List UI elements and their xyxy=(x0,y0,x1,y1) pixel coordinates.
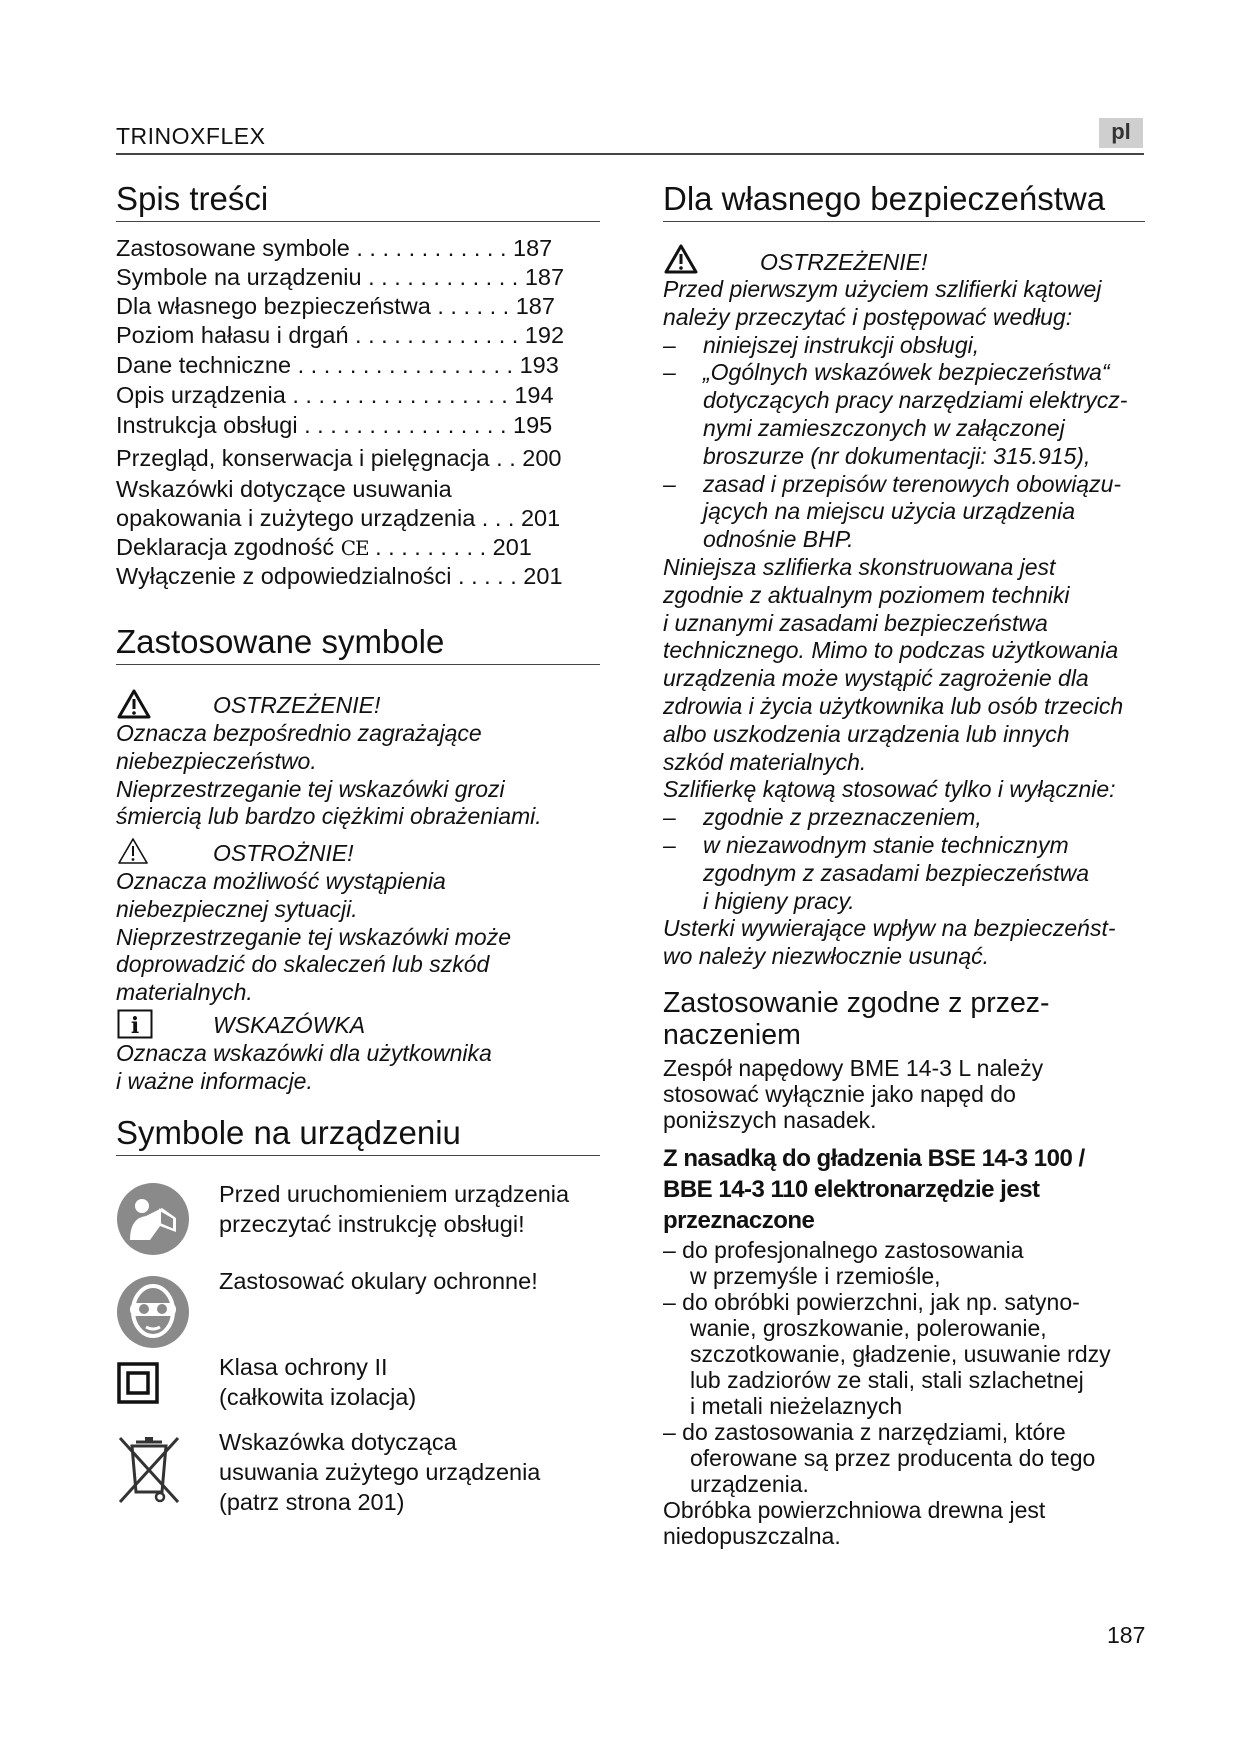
text-line: usuwania zużytego urządzenia xyxy=(219,1459,541,1485)
text-line: szczotkowanie, gładzenie, usuwanie rdzy xyxy=(690,1341,1111,1367)
text-line: Z nasadką do gładzenia BSE 14-3 100 / xyxy=(663,1145,1085,1172)
text-line: Przed uruchomieniem urządzenia xyxy=(219,1181,570,1207)
text-line: zgodnym z zasadami bezpieczeństwa xyxy=(703,859,1090,886)
text-line: Przed pierwszym użyciem szlifierki kątowej xyxy=(663,276,1102,302)
toc-heading: Spis treści xyxy=(116,180,600,222)
text-line: Nieprzestrzeganie tej wskazówki może xyxy=(116,923,511,950)
toc-item: Symbole na urządzeniu . . . . . . . . . . . . 187 xyxy=(116,264,565,290)
text-line: Szlifierkę kątową stosować tylko i wyłącznie: xyxy=(663,776,1116,803)
text-line: należy przeczytać i postępować według: xyxy=(663,303,1073,330)
text-line: technicznego. Mimo to podczas użytkowania xyxy=(663,637,1119,664)
text-line: broszurze (nr dokumentacji: 315.915), xyxy=(703,442,1091,469)
info-icon xyxy=(117,1009,153,1039)
text-line: oferowane są przez producenta do tego xyxy=(690,1445,1096,1471)
text-line: Wskazówka dotycząca xyxy=(219,1429,457,1455)
text-line: – do obróbki powierzchni, jak np. satyno- xyxy=(663,1289,1080,1315)
text-line: niebezpieczeństwo. xyxy=(116,747,317,774)
symbols-heading: Zastosowane symbole xyxy=(116,623,600,665)
text-line: Oznacza możliwość wystąpienia xyxy=(116,868,446,894)
text-line: Zastosowanie zgodne z przez- xyxy=(663,987,1050,1019)
text-line: Obróbka powierzchniowa drewna jest xyxy=(663,1497,1046,1523)
text-line: niniejszej instrukcji obsługi, xyxy=(703,331,980,358)
toc-item: Dane techniczne . . . . . . . . . . . . . . . . . 193 xyxy=(116,352,559,378)
text-line: zasad i przepisów terenowych obowiązu- xyxy=(703,470,1122,497)
toc-item: Instrukcja obsługi . . . . . . . . . . . . . . . . 195 xyxy=(116,412,553,438)
header-rule xyxy=(116,153,1144,155)
text-line: w niezawodnym stanie technicznym xyxy=(703,831,1069,858)
list-item: – zasad i przepisów terenowych obowiązu- jących na miejscu użycia urządzenia odnośnie BHP. xyxy=(663,471,1153,554)
list-item: – „Ogólnych wskazówek bezpieczeństwa“ dotyczących pracy narzędziami elektrycz- nymi zamieszczonych w załączonej broszurze (nr dokumentacji: 315.915), xyxy=(663,359,1153,470)
text-line: zgodnie z przeznaczeniem, xyxy=(703,804,982,831)
caution-icon xyxy=(117,837,149,865)
toc-item: Poziom hałasu i drgań . . . . . . . . . . . . . 192 xyxy=(116,322,565,348)
toc-item: Opis urządzenia . . . . . . . . . . . . . . . . . 194 xyxy=(116,382,554,408)
text-line: jących na miejscu użycia urządzenia xyxy=(703,498,1076,525)
intended-use-heading xyxy=(663,987,1050,1051)
text-line: i uznanymi zasadami bezpieczeństwa xyxy=(663,609,1048,636)
text-line: dotyczących pracy narzędziami elektrycz- xyxy=(703,387,1128,414)
toc-item xyxy=(116,534,606,563)
intended-use-subheading xyxy=(663,1143,1085,1236)
text-line: „Ogólnych wskazówek bezpieczeństwa“ xyxy=(703,359,1110,386)
text-line: poniższych nasadek. xyxy=(663,1107,877,1133)
warning-icon xyxy=(117,689,151,719)
text-line: Zastosować okulary ochronne! xyxy=(219,1268,538,1294)
caution-description xyxy=(116,868,616,1007)
toc-item: Przegląd, konserwacja i pielęgnacja . . 200 xyxy=(116,445,562,471)
text-line: przeczytać instrukcję obsługi! xyxy=(219,1211,525,1237)
text-line: wanie, groszkowanie, polerowanie, xyxy=(690,1315,1047,1341)
text-line: – do profesjonalnego zastosowania xyxy=(663,1237,1024,1263)
toc-item: Dla własnego bezpieczeństwa . . . . . . 187 xyxy=(116,293,555,319)
text-line: BBE 14-3 110 elektronarzędzie jest xyxy=(663,1176,1040,1203)
warning-description xyxy=(116,720,616,831)
list-item: – w niezawodnym stanie technicznym zgodnym z zasadami bezpieczeństwa i higieny pracy. xyxy=(663,832,1153,915)
text-line: w przemyśle i rzemiośle, xyxy=(690,1263,941,1289)
text-line: Nieprzestrzeganie tej wskazówki grozi xyxy=(116,775,505,802)
device-symbol-text xyxy=(219,1352,416,1412)
document-header-title: TRINOXFLEX xyxy=(116,123,266,149)
text-line: naczeniem xyxy=(663,1019,801,1051)
text-line: i higieny pracy. xyxy=(703,887,855,914)
toc-item: opakowania i zużytego urządzenia . . . 201 xyxy=(116,505,561,531)
list-item: – niniejszej instrukcji obsługi, xyxy=(663,332,1153,360)
device-symbols-heading: Symbole na urządzeniu xyxy=(116,1114,600,1156)
text-line: stosować wyłącznie jako napęd do xyxy=(663,1081,1016,1107)
language-badge: pl xyxy=(1099,118,1143,148)
toc-item: Wskazówki dotyczące usuwania xyxy=(116,476,452,502)
safety-goggles-icon xyxy=(116,1275,190,1349)
text-line: nymi zamieszczonych w załączonej xyxy=(703,414,1065,441)
text-line: Oznacza wskazówki dla użytkownika xyxy=(116,1040,492,1066)
text-line: szkód materialnych. xyxy=(663,748,867,775)
note-label: WSKAZÓWKA xyxy=(213,1012,366,1038)
intended-use-text xyxy=(663,1055,1043,1133)
text-line: doprowadzić do skaleczeń lub szkód xyxy=(116,951,490,978)
toc-item: Wyłączenie z odpowiedzialności . . . . . 201 xyxy=(116,563,563,589)
text-line: śmiercią lub bardzo ciężkimi obrażeniami. xyxy=(116,803,542,830)
read-manual-icon xyxy=(116,1182,190,1256)
page-number: 187 xyxy=(1107,1622,1146,1648)
device-symbol-text xyxy=(219,1179,569,1239)
safety-text xyxy=(663,276,1153,971)
text-line: niebezpiecznej sytuacji. xyxy=(116,895,358,922)
toc-item-page: . . . . . . . . . 201 xyxy=(368,534,532,560)
text-line: Zespół napędowy BME 14-3 L należy xyxy=(663,1055,1044,1081)
text-line: przeznaczone xyxy=(663,1207,815,1234)
text-line: albo uszkodzenia urządzenia lub innych xyxy=(663,720,1070,747)
warning-label: OSTRZEŻENIE! xyxy=(213,692,381,718)
warning-icon xyxy=(664,244,698,274)
text-line: niedopuszczalna. xyxy=(663,1523,841,1549)
text-line: – do zastosowania z narzędziami, które xyxy=(663,1419,1066,1445)
caution-label: OSTROŻNIE! xyxy=(213,840,354,866)
text-line: lub zadziorów ze stali, stali szlachetnej xyxy=(690,1367,1084,1393)
ce-mark: CE xyxy=(340,536,369,560)
text-line: (całkowita izolacja) xyxy=(219,1384,417,1410)
device-symbol-text xyxy=(219,1427,540,1517)
note-description xyxy=(116,1040,616,1096)
weee-bin-icon xyxy=(116,1434,182,1506)
protection-class-ii-icon xyxy=(117,1362,159,1404)
svg-text:i: i xyxy=(130,1013,140,1039)
toc-item: Zastosowane symbole . . . . . . . . . . . . 187 xyxy=(116,235,553,261)
text-line: materialnych. xyxy=(116,979,253,1006)
text-line: (patrz strona 201) xyxy=(219,1489,405,1515)
text-line: i metali nieżelaznych xyxy=(690,1393,903,1419)
text-line: urządzenia może wystąpić zagrożenie dla xyxy=(663,665,1089,692)
safety-warning-label: OSTRZEŻENIE! xyxy=(760,249,928,275)
toc-item-text: Deklaracja zgodność xyxy=(116,534,341,560)
list-item: – zgodnie z przeznaczeniem, xyxy=(663,804,1153,832)
text-line: Oznacza bezpośrednio zagrażające xyxy=(116,720,482,746)
text-line: i ważne informacje. xyxy=(116,1067,313,1094)
text-line: odnośnie BHP. xyxy=(703,526,854,553)
text-line: Usterki wywierające wpływ na bezpieczeńst- xyxy=(663,915,1116,942)
safety-heading: Dla własnego bezpieczeństwa xyxy=(663,180,1145,222)
text-line: urządzenia. xyxy=(690,1471,809,1497)
text-line: zdrowia i życia użytkownika lub osób trzecich xyxy=(663,692,1124,719)
table-of-contents xyxy=(116,235,606,592)
text-line: wo należy niezwłocznie usunąć. xyxy=(663,943,990,970)
text-line: Niniejsza szlifierka skonstruowana jest xyxy=(663,553,1056,580)
text-line: Klasa ochrony II xyxy=(219,1354,388,1380)
device-symbol-text xyxy=(219,1266,538,1296)
intended-use-list xyxy=(663,1237,1153,1549)
text-line: zgodnie z aktualnym poziomem techniki xyxy=(663,581,1070,608)
